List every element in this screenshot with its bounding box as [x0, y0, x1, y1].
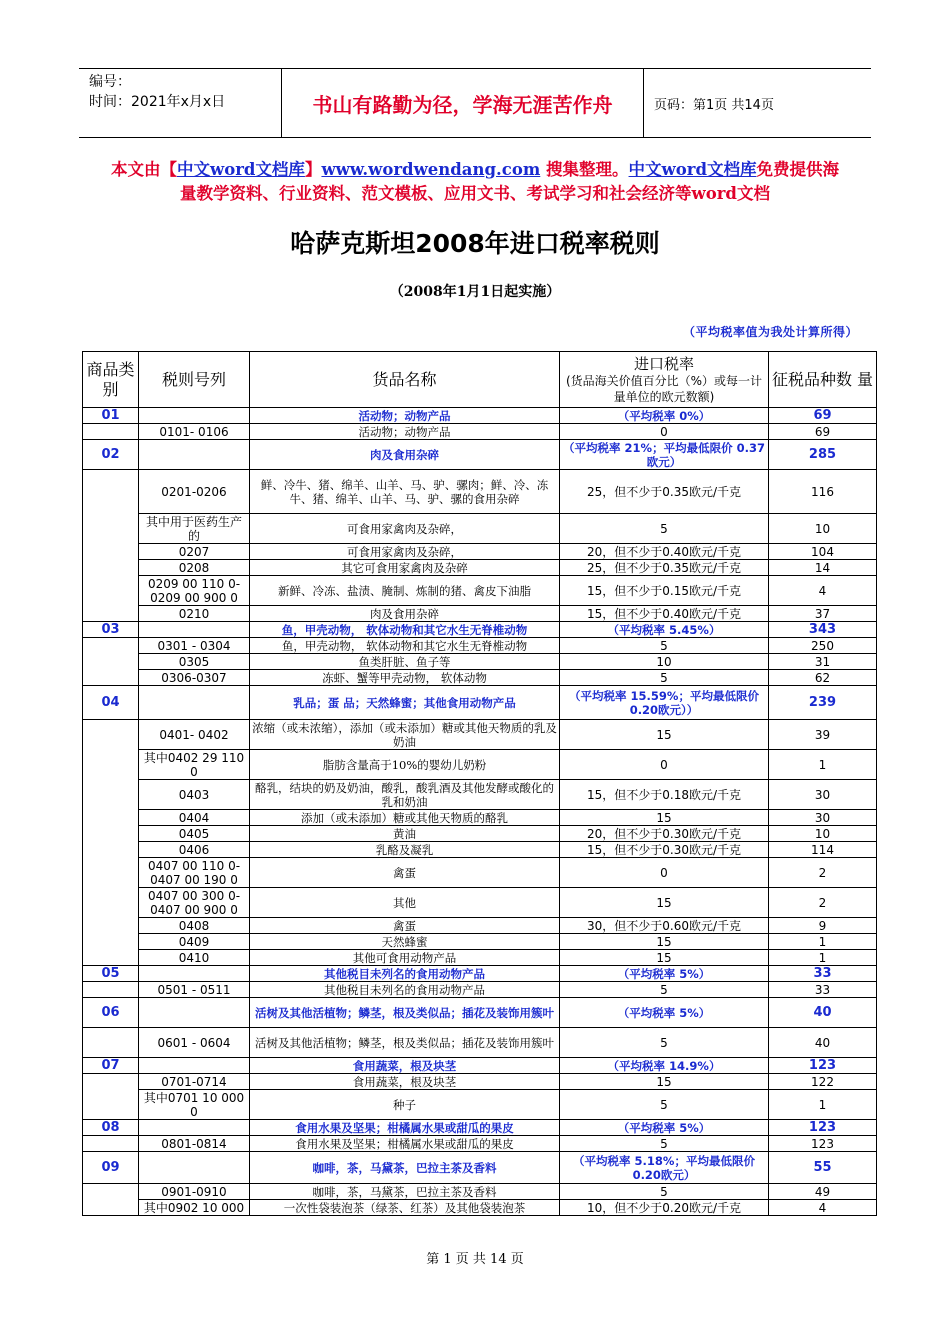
header-count: 征税品种数 量 [769, 352, 877, 408]
count-cell: 10 [769, 826, 877, 842]
header-page-label: 页码：第1页 共14页 [654, 97, 774, 113]
category-cell [83, 1074, 139, 1120]
table-row [83, 638, 877, 654]
goods-name-cell: 添加（或未添加）糖或其他天物质的酪乳 [250, 810, 560, 826]
category-cell: 04 [83, 686, 139, 720]
count-cell: 4 [769, 576, 877, 606]
count-cell: 62 [769, 670, 877, 686]
goods-name-cell: 食用蔬菜，根及块茎 [250, 1058, 560, 1074]
goods-name-cell: 其它可食用家禽肉及杂碎 [250, 560, 560, 576]
table-body [83, 408, 877, 1216]
rate-cell: 15，但不少于0.18欧元/千克 [560, 780, 769, 810]
rate-cell: （平均税率 14.9%） [560, 1058, 769, 1074]
category-cell [83, 1136, 139, 1152]
code-cell [139, 1058, 250, 1074]
rate-cell: 25，但不少于0.35欧元/千克 [560, 560, 769, 576]
rate-cell: （平均税率 21%；平均最低限价 0.37欧元） [560, 440, 769, 470]
section-row [83, 1120, 877, 1136]
category-cell: 03 [83, 622, 139, 638]
rate-cell: 15 [560, 934, 769, 950]
code-cell: 其中0902 10 000 [139, 1200, 250, 1216]
table-row [83, 982, 877, 998]
page-footer: 第 1 页 共 14 页 [426, 1252, 524, 1267]
rate-cell: （平均税率 5%） [560, 1120, 769, 1136]
table-row [83, 670, 877, 686]
rate-cell: （平均税率 15.59%；平均最低限价 0.20欧元）） [560, 686, 769, 720]
code-cell [139, 1152, 250, 1184]
goods-name-cell: 其他税目未列名的食用动物产品 [250, 966, 560, 982]
table-row [83, 826, 877, 842]
table-row [83, 1184, 877, 1200]
header-code: 税则号列 [139, 352, 250, 408]
goods-name-cell: 其他税目未列名的食用动物产品 [250, 982, 560, 998]
code-cell: 0101- 0106 [139, 424, 250, 440]
library-link-2[interactable]: 中文word文档库 [628, 160, 757, 179]
code-cell: 0410 [139, 950, 250, 966]
table-row [83, 424, 877, 440]
rate-cell: 10 [560, 654, 769, 670]
goods-name-cell: 活树及其他活植物；鳞茎，根及类似品；插花及装饰用簇叶 [250, 1028, 560, 1058]
count-cell: 122 [769, 1074, 877, 1090]
goods-name-cell: 浓缩（或未浓缩），添加（或未添加）糖或其他天物质的乳及奶油 [250, 720, 560, 750]
goods-name-cell: 其他可食用动物产品 [250, 950, 560, 966]
count-cell: 1 [769, 1090, 877, 1120]
library-link[interactable]: 中文word文档库 [176, 160, 305, 179]
count-cell: 116 [769, 470, 877, 514]
rate-cell: 0 [560, 858, 769, 888]
count-cell: 1 [769, 934, 877, 950]
rate-cell: 15 [560, 950, 769, 966]
rate-cell: （平均税率 5%） [560, 966, 769, 982]
count-cell: 2 [769, 888, 877, 918]
goods-name-cell: 黄油 [250, 826, 560, 842]
header-rate: 进口税率 (货品海关价值百分比（%）或每一计量单位的欧元数额) [560, 352, 769, 408]
rate-cell: 15 [560, 888, 769, 918]
category-cell: 07 [83, 1058, 139, 1074]
table-row [83, 720, 877, 750]
tariff-table [82, 351, 877, 1216]
goods-name-cell: 肉及食用杂碎 [250, 606, 560, 622]
category-cell: 05 [83, 966, 139, 982]
count-cell: 4 [769, 1200, 877, 1216]
count-cell: 69 [769, 408, 877, 424]
count-cell: 285 [769, 440, 877, 470]
table-row [83, 1090, 877, 1120]
rate-cell: 15 [560, 720, 769, 750]
goods-name-cell: 一次性袋装泡茶（绿茶、红茶）及其他袋装泡茶 [250, 1200, 560, 1216]
website-link[interactable]: www.wordwendang.com [321, 160, 541, 179]
rate-cell: （平均税率 5%） [560, 998, 769, 1028]
code-cell: 0209 00 110 0-0209 00 900 0 [139, 576, 250, 606]
count-cell: 123 [769, 1058, 877, 1074]
table-row [83, 842, 877, 858]
rate-cell: （平均税率 0%） [560, 408, 769, 424]
rate-cell: 25，但不少于0.35欧元/千克 [560, 470, 769, 514]
code-cell: 0406 [139, 842, 250, 858]
rate-cell: （平均税率 5.45%） [560, 622, 769, 638]
goods-name-cell: 酪乳，结块的奶及奶油，酸乳，酸乳酒及其他发酵或酸化的乳和奶油 [250, 780, 560, 810]
goods-name-cell: 咖啡，茶，马黛茶，巴拉主茶及香料 [250, 1184, 560, 1200]
code-cell: 其中0402 29 110 0 [139, 750, 250, 780]
section-row [83, 998, 877, 1028]
category-cell: 09 [83, 1152, 139, 1184]
goods-name-cell: 咖啡，茶，马黛茶，巴拉主茶及香料 [250, 1152, 560, 1184]
section-row [83, 622, 877, 638]
count-cell: 9 [769, 918, 877, 934]
table-row [83, 606, 877, 622]
goods-name-cell: 肉及食用杂碎 [250, 440, 560, 470]
header-motto: 书山有路勤为径，学海无涯苦作舟 [282, 69, 644, 137]
count-cell: 343 [769, 622, 877, 638]
count-cell: 2 [769, 858, 877, 888]
code-cell [139, 622, 250, 638]
count-cell: 69 [769, 424, 877, 440]
code-cell: 0403 [139, 780, 250, 810]
table-row [83, 560, 877, 576]
code-cell [139, 998, 250, 1028]
code-cell: 0208 [139, 560, 250, 576]
rate-cell: （平均税率 5.18%；平均最低限价 0.20欧元） [560, 1152, 769, 1184]
count-cell: 40 [769, 998, 877, 1028]
code-cell [139, 1120, 250, 1136]
category-cell [83, 424, 139, 440]
rate-cell: 5 [560, 1136, 769, 1152]
code-cell: 0401- 0402 [139, 720, 250, 750]
header-category: 商品类别 [83, 352, 139, 408]
table-row [83, 950, 877, 966]
section-row [83, 1152, 877, 1184]
table-row [83, 810, 877, 826]
rate-cell: 15，但不少于0.15欧元/千克 [560, 576, 769, 606]
count-cell: 55 [769, 1152, 877, 1184]
code-cell: 0601 - 0604 [139, 1028, 250, 1058]
code-cell: 0501 - 0511 [139, 982, 250, 998]
table-row [83, 1200, 877, 1216]
rate-cell: 5 [560, 514, 769, 544]
goods-name-cell: 食用水果及坚果；柑橘属水果或甜瓜的果皮 [250, 1136, 560, 1152]
code-cell: 0210 [139, 606, 250, 622]
rate-cell: 5 [560, 982, 769, 998]
goods-name-cell: 活动物；动物产品 [250, 408, 560, 424]
count-cell: 33 [769, 982, 877, 998]
category-cell: 01 [83, 408, 139, 424]
code-cell [139, 440, 250, 470]
rate-cell: 5 [560, 1090, 769, 1120]
table-row [83, 514, 877, 544]
table-row [83, 934, 877, 950]
category-cell [83, 1184, 139, 1216]
goods-name-cell: 鱼类肝脏、鱼子等 [250, 654, 560, 670]
count-cell: 39 [769, 720, 877, 750]
code-cell: 其中0701 10 000 0 [139, 1090, 250, 1120]
goods-name-cell: 天然蜂蜜 [250, 934, 560, 950]
goods-name-cell: 禽蛋 [250, 918, 560, 934]
table-row [83, 1136, 877, 1152]
count-cell: 30 [769, 810, 877, 826]
banner-line-2: 量教学资料、行业资料、范文模板、应用文书、考试学习和社会经济等word文档 [180, 184, 770, 203]
code-cell: 0407 00 110 0-0407 00 190 0 [139, 858, 250, 888]
count-cell: 30 [769, 780, 877, 810]
code-cell: 0901-0910 [139, 1184, 250, 1200]
rate-cell: 15，但不少于0.30欧元/千克 [560, 842, 769, 858]
count-cell: 14 [769, 560, 877, 576]
rate-cell: 20，但不少于0.40欧元/千克 [560, 544, 769, 560]
category-cell [83, 470, 139, 622]
goods-name-cell: 鱼，甲壳动物， 软体动物和其它水生无脊椎动物 [250, 622, 560, 638]
count-cell: 114 [769, 842, 877, 858]
goods-name-cell: 可食用家禽肉及杂碎， [250, 544, 560, 560]
header-time: 时间：2021年x月x日 [89, 94, 226, 110]
section-row [83, 686, 877, 720]
rate-cell: 5 [560, 1028, 769, 1058]
code-cell [139, 408, 250, 424]
section-row [83, 440, 877, 470]
goods-name-cell: 鲜、冷牛、猪、绵羊、山羊、马、驴、骡肉；鲜、冷、冻牛、猪、绵羊、山羊、马、驴、骡的食用杂碎 [250, 470, 560, 514]
table-row [83, 470, 877, 514]
goods-name-cell: 可食用家禽肉及杂碎， [250, 514, 560, 544]
goods-name-cell: 冻虾、蟹等甲壳动物， 软体动物 [250, 670, 560, 686]
goods-name-cell: 乳酪及凝乳 [250, 842, 560, 858]
table-row [83, 780, 877, 810]
header-number: 编号： [89, 74, 131, 90]
source-banner [60, 158, 890, 206]
count-cell: 40 [769, 1028, 877, 1058]
table-row [83, 918, 877, 934]
category-cell [83, 1028, 139, 1058]
count-cell: 1 [769, 950, 877, 966]
count-cell: 250 [769, 638, 877, 654]
table-row [83, 888, 877, 918]
count-cell: 123 [769, 1136, 877, 1152]
document-title: 哈萨克斯坦2008年进口税率税则 [290, 229, 660, 258]
goods-name-cell: 脂肪含量高于10%的婴幼儿奶粉 [250, 750, 560, 780]
section-row [83, 1058, 877, 1074]
table-row [83, 750, 877, 780]
rate-cell: 15，但不少于0.40欧元/千克 [560, 606, 769, 622]
goods-name-cell: 乳品；蛋 品；天然蜂蜜；其他食用动物产品 [250, 686, 560, 720]
category-cell [83, 720, 139, 966]
code-cell: 0701-0714 [139, 1074, 250, 1090]
header-meta [79, 69, 282, 137]
code-cell: 0801-0814 [139, 1136, 250, 1152]
code-cell: 0404 [139, 810, 250, 826]
code-cell: 0408 [139, 918, 250, 934]
code-cell: 0207 [139, 544, 250, 560]
rate-cell: 5 [560, 638, 769, 654]
goods-name-cell: 禽蛋 [250, 858, 560, 888]
code-cell: 0409 [139, 934, 250, 950]
rate-cell: 20，但不少于0.30欧元/千克 [560, 826, 769, 842]
count-cell: 1 [769, 750, 877, 780]
section-row [83, 966, 877, 982]
code-cell: 0407 00 300 0-0407 00 900 0 [139, 888, 250, 918]
rate-cell: 0 [560, 750, 769, 780]
table-row [83, 1074, 877, 1090]
count-cell: 104 [769, 544, 877, 560]
goods-name-cell: 新鲜、冷冻、盐渍、腌制、炼制的猪、禽皮下油脂 [250, 576, 560, 606]
code-cell: 其中用于医药生产的 [139, 514, 250, 544]
section-row [83, 408, 877, 424]
category-cell: 06 [83, 998, 139, 1028]
rate-cell: 0 [560, 424, 769, 440]
banner-line-1: 本文由【中文word文档库】www.wordwendang.com 搜集整理。中文word文档库免费提供海 [110, 160, 839, 179]
count-cell: 37 [769, 606, 877, 622]
goods-name-cell: 种子 [250, 1090, 560, 1120]
goods-name-cell: 活动物；动物产品 [250, 424, 560, 440]
goods-name-cell: 鱼，甲壳动物， 软体动物和其它水生无脊椎动物 [250, 638, 560, 654]
count-cell: 31 [769, 654, 877, 670]
count-cell: 33 [769, 966, 877, 982]
category-cell [83, 638, 139, 686]
code-cell [139, 966, 250, 982]
code-cell: 0405 [139, 826, 250, 842]
category-cell: 02 [83, 440, 139, 470]
code-cell: 0301 - 0304 [139, 638, 250, 654]
table-row [83, 544, 877, 560]
count-cell: 10 [769, 514, 877, 544]
code-cell: 0201-0206 [139, 470, 250, 514]
rate-cell: 15 [560, 810, 769, 826]
goods-name-cell: 活树及其他活植物；鳞茎，根及类似品；插花及装饰用簇叶 [250, 998, 560, 1028]
document-subtitle: （2008年1月1日起实施） [389, 284, 561, 300]
code-cell: 0306-0307 [139, 670, 250, 686]
table-row [83, 1028, 877, 1058]
count-cell: 123 [769, 1120, 877, 1136]
goods-name-cell: 食用蔬菜，根及块茎 [250, 1074, 560, 1090]
header-name: 货品名称 [250, 352, 560, 408]
table-header-row [83, 352, 877, 408]
table-row [83, 576, 877, 606]
rate-cell: 5 [560, 670, 769, 686]
category-cell [83, 982, 139, 998]
rate-cell: 15 [560, 1074, 769, 1090]
rate-cell: 10，但不少于0.20欧元/千克 [560, 1200, 769, 1216]
code-cell [139, 686, 250, 720]
average-rate-note: （平均税率值为我处计算所得） [682, 325, 858, 339]
rate-cell: 5 [560, 1184, 769, 1200]
category-cell: 08 [83, 1120, 139, 1136]
goods-name-cell: 食用水果及坚果；柑橘属水果或甜瓜的果皮 [250, 1120, 560, 1136]
table-row [83, 654, 877, 670]
rate-cell: 30，但不少于0.60欧元/千克 [560, 918, 769, 934]
goods-name-cell: 其他 [250, 888, 560, 918]
count-cell: 239 [769, 686, 877, 720]
count-cell: 49 [769, 1184, 877, 1200]
page-header [79, 68, 871, 138]
code-cell: 0305 [139, 654, 250, 670]
table-row [83, 858, 877, 888]
